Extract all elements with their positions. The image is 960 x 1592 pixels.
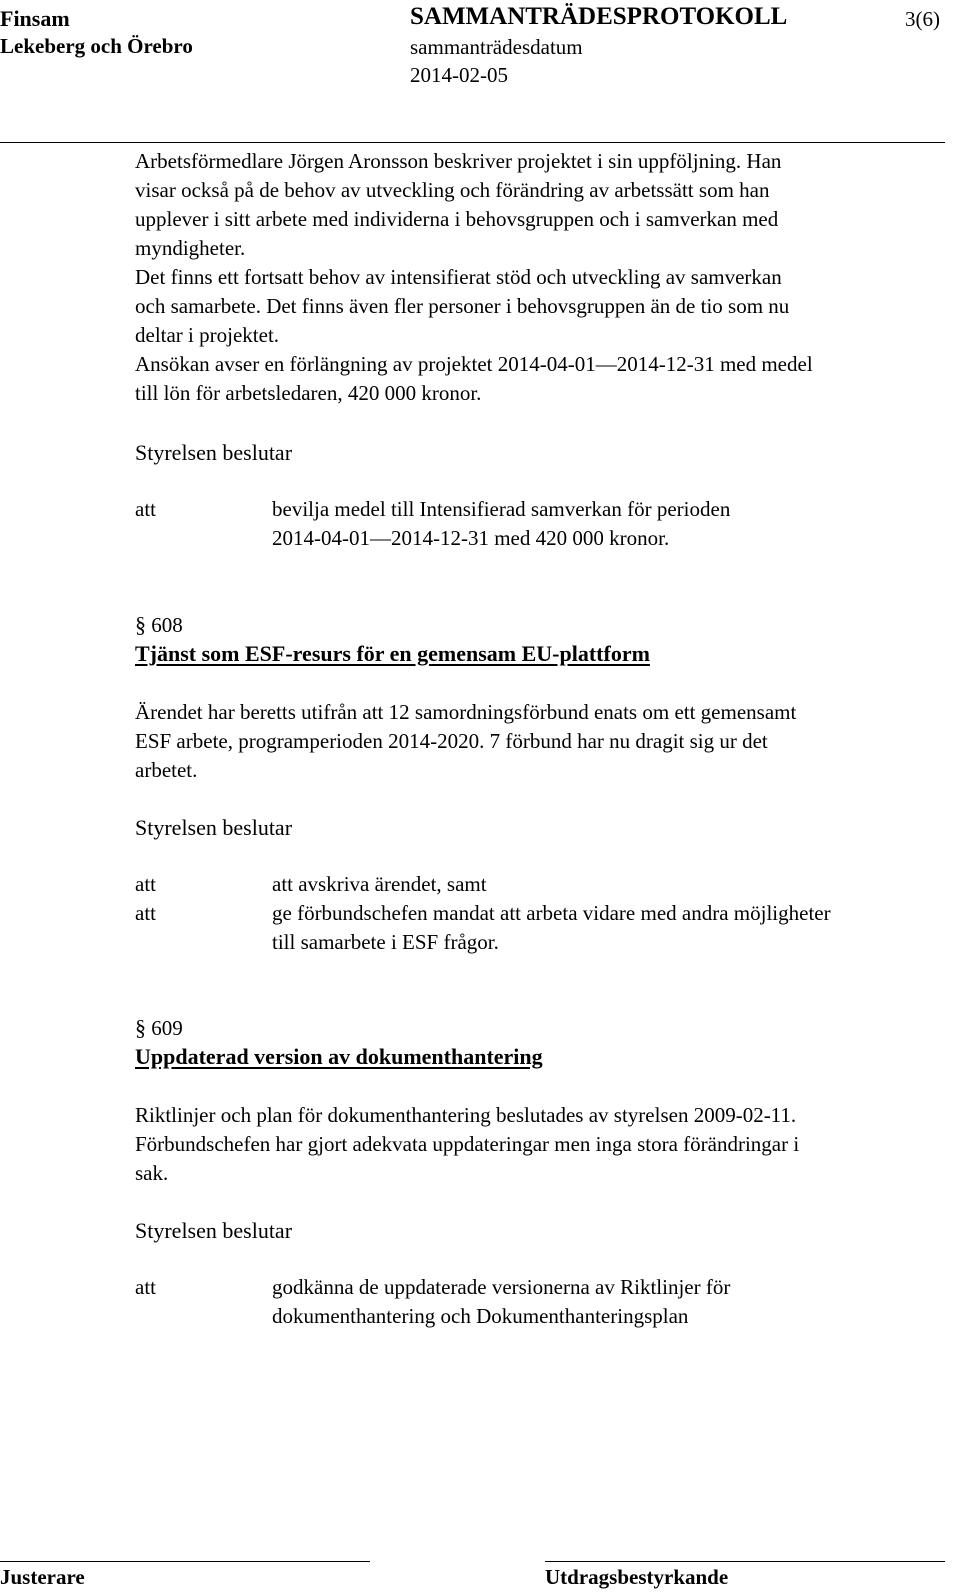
footer-justerare: Justerare [0, 1565, 85, 1589]
paragraph-line: Förbundschefen har gjort adekvata uppdateringar men inga stora förändringar i [135, 1132, 800, 1156]
intro-line: visar också på de behov av utveckling och förändring av arbetssätt som han [135, 178, 770, 202]
footer-utdragsbestyrkande: Utdragsbestyrkande [545, 1565, 729, 1589]
decision-text [272, 1273, 730, 1331]
decision-heading: Styrelsen beslutar [135, 1218, 293, 1243]
decision-line: 2014-04-01—2014-12-31 med 420 000 kronor. [272, 526, 670, 550]
section-symbol: § [135, 1015, 146, 1040]
org-subtitle: Lekeberg och Örebro [0, 34, 193, 58]
decision-text [272, 495, 730, 553]
decision-line: ge förbundschefen mandat att arbeta vidare med andra möjligheter [272, 901, 831, 925]
meeting-date-label: sammanträdesdatum [410, 35, 583, 59]
intro-line: Arbetsförmedlare Jörgen Aronsson beskriver projektet i sin uppföljning. Han [135, 149, 782, 173]
intro-line: deltar i projektet. [135, 323, 280, 347]
header-rule [0, 142, 945, 143]
section-title: Uppdaterad version av dokumenthantering [135, 1044, 543, 1069]
decision-att: att [135, 901, 156, 925]
intro-line: Det finns ett fortsatt behov av intensifierat stöd och utveckling av samverkan [135, 265, 782, 289]
meeting-date: 2014-02-05 [410, 63, 508, 87]
intro-line: och samarbete. Det finns även fler personer i behovsgruppen än de tio som nu [135, 294, 790, 318]
paragraph-line: sak. [135, 1161, 169, 1185]
document-title: SAMMANTRÄDESPROTOKOLL [410, 3, 788, 30]
decision-att: att [135, 872, 156, 896]
decision-att: att [135, 1275, 156, 1299]
decision-line: godkänna de uppdaterade versionerna av Riktlinjer för [272, 1275, 731, 1299]
paragraph-line: ESF arbete, programperioden 2014-2020. 7 förbund har nu dragit sig ur det [135, 729, 768, 753]
section-number-value: 609 [151, 1016, 183, 1040]
intro-line: till lön för arbetsledaren, 420 000 kronor. [135, 381, 482, 405]
section-number-value: 608 [151, 613, 183, 637]
decision-line: till samarbete i ESF frågor. [272, 930, 499, 954]
paragraph-line: arbetet. [135, 758, 198, 782]
decision-line: bevilja medel till Intensifierad samverkan för perioden [272, 497, 731, 521]
section-paragraph [135, 1101, 799, 1188]
page-number: 3(6) [905, 7, 940, 31]
signature-line-left [0, 1561, 370, 1562]
decision-heading: Styrelsen beslutar [135, 440, 293, 465]
intro-line: myndigheter. [135, 236, 246, 260]
decision-text [272, 870, 831, 957]
intro-line: Ansökan avser en förlängning av projektet 2014-04-01—2014-12-31 med medel [135, 352, 813, 376]
paragraph-line: Ärendet har beretts utifrån att 12 samordningsförbund enats om ett gemensamt [135, 700, 797, 724]
section-number [135, 610, 183, 640]
decision-line: dokumenthantering och Dokumenthanteringsplan [272, 1304, 689, 1328]
section-number [135, 1013, 183, 1043]
org-name: Finsam [0, 6, 70, 31]
intro-paragraph [135, 147, 813, 408]
section-title: Tjänst som ESF-resurs för en gemensam EU-plattform [135, 641, 650, 666]
intro-line: upplever i sitt arbete med individerna i behovsgruppen och i samverkan med [135, 207, 779, 231]
decision-line: att avskriva ärendet, samt [272, 872, 487, 896]
signature-line-right [545, 1561, 945, 1562]
section-symbol: § [135, 612, 146, 637]
paragraph-line: Riktlinjer och plan för dokumenthantering beslutades av styrelsen 2009-02-11. [135, 1103, 797, 1127]
decision-heading: Styrelsen beslutar [135, 815, 293, 840]
decision-att-column [135, 870, 156, 928]
section-paragraph [135, 698, 796, 785]
decision-att: att [135, 497, 156, 521]
